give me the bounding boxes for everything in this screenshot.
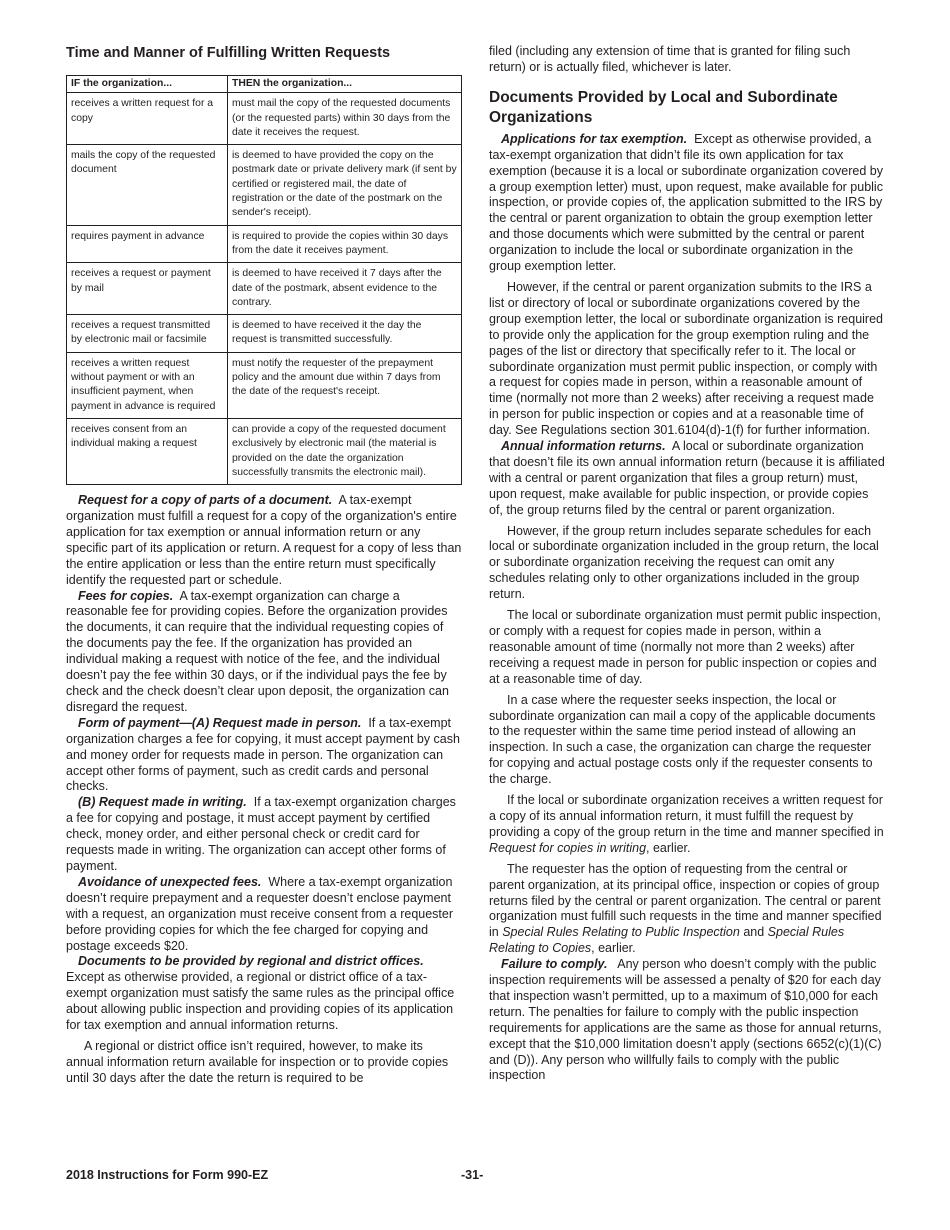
table-header-if: IF the organization... [67,76,228,93]
table-cell-if: receives a request transmitted by electronic mail or facsimile [67,315,228,353]
table-cell-then: is required to provide the copies within 30 days from the date it receives payment. [228,225,462,263]
cross-reference: Special Rules Relating to Public Inspection [502,925,740,940]
paragraph-text: A tax-exempt organization can charge a reasonable fee for providing copies. Before the organization provides the documents, it can require that the individual requesting copies of the documents pay the fee. If the organization has provided an individual making a request with notice of the fee, and the individual doesn’t pay the fee within 30 days, or if the individual pays the fee by check and the check doesn’t clear upon deposit, the organization can disregard the request. [66,588,449,714]
paragraph-text: A local or subordinate organization that doesn’t file its own annual information return (because it is affiliated with a central or parent organization that files a group return) must, upon request, make available for public inspection, or provide copies of, the group returns filed by the central or parent organization. [489,439,885,517]
paragraph-text: Except as otherwise provided, a tax-exempt organization that didn’t file its own application for tax exemption (because it is a local or subordinate organization covered by a group exemption letter) must, upon request, make available for public inspection, or provide copies of, the application submitted to the IRS by the central or parent organization to obtain the group exemption letter and those documents which were submitted by the central or parent organization to include the local or subordinate organization in the group exemption letter. [489,131,883,274]
page-number: -31- [461,1168,484,1182]
table-cell-then: is deemed to have received it the day the request is transmitted successfully. [228,315,462,353]
table-cell-then: can provide a copy of the requested document exclusively by electronic mail (the material is provided on the date the organization successfully transmits the electronic mail). [228,418,462,484]
paragraph-mail-copy: In a case where the requester seeks inspection, the local or subordinate organization can mail a copy of the applicable documents to the requester within the same time period instead of allowing an inspection. In such a case, the organization can charge the requester for copying and actual postage costs only if the requester consents to the charge. [489,692,876,787]
paragraph-text: , earlier. [591,941,636,956]
paragraph-lead: Failure to comply. [501,957,608,972]
section-heading-local-subordinate: Documents Provided by Local and Subordinate Organizations [489,88,838,126]
paragraph-continuation: filed (including any extension of time that is granted for filing such return) or is actually filed, whichever is later. [489,44,851,74]
paragraph-lead: Form of payment—(A) Request made in person. [78,715,362,730]
paragraph-annual-returns [489,439,885,519]
paragraph-lead: (B) Request made in writing. [78,795,247,810]
fulfillment-table [66,75,462,485]
cross-reference: Request for copies in writing [489,840,647,855]
table-row [67,93,462,145]
section-title-written-requests: Time and Manner of Fulfilling Written Requests [66,45,391,61]
table-header-row [67,76,462,93]
table-cell-if: mails the copy of the requested document [67,145,228,225]
paragraph-lead: Avoidance of unexpected fees. [78,874,262,889]
table-cell-then: is deemed to have received it 7 days after the date of the postmark, absent evidence to the contrary. [228,263,462,315]
paragraph-text: Where a tax-exempt organization doesn’t require prepayment and a requester doesn’t enclose payment with a request, an organization must receive consent from a requester before providing copies for which the fee charged for copying and postage exceeds $20. [66,874,454,953]
footer-form-title: 2018 Instructions for Form 990-EZ [66,1168,269,1182]
paragraph-regional-closing: A regional or district office isn’t required, however, to make its annual information return available for inspection or to provide copies until 30 days after the date the return is required to be [66,1038,449,1085]
paragraph-fees-for-copies [66,589,462,716]
table-header-then: THEN the organization... [228,76,462,93]
paragraph-text: The requester has the option of requesting from the central or parent organization, at its principal office, inspection or copies of group returns filed by the central or parent organization. The central or parent organization must fulfill such requests in the time and manner specified in [489,861,882,940]
table-cell-then: must notify the requester of the prepayment policy and the amount due within 7 days from the date of the request's receipt. [228,352,462,418]
paragraph-unexpected-fees [66,875,462,955]
paragraph-request-parts [66,493,462,588]
paragraph-text: , earlier. [646,840,691,855]
paragraph-however-directory: However, if the central or parent organization submits to the IRS a list or directory of local or subordinate organizations covered by the group exemption letter, the local or subordinate organization is required to provide only the application for the group exemption ruling and the pages of the list or directory that specifically refer to it. The local or subordinate organization must permit public inspection, or comply with a request for copies made in person, within a reasonable amount of time (normally not more than 2 weeks) after receiving a request made in person for public inspection or copies and at a reasonable time of day. See Regulations section 301.6104(d)-1(f) for further information. [489,279,883,438]
table-row [67,352,462,418]
table-cell-if: receives a written request without payment or with an insufficient payment, when payment in advance is required [67,352,228,418]
table-row [67,145,462,225]
cross-reference: Special Rules Relating to Copies [489,925,845,956]
table-cell-if: receives a written request for a copy [67,93,228,145]
table-row [67,418,462,484]
paragraph-text: If a tax-exempt organization charges a fee for copying, it must accept payment by cash and money order for requests made in person. The organization can accept other forms of payment, such as credit cards and personal checks. [66,715,460,794]
table-cell-if: requires payment in advance [67,225,228,263]
paragraph-text: Except as otherwise provided, a regional or district office of a tax-exempt organization must satisfy the same rules as the principal office about allowing public inspection and providing copies of its application for tax exemption and annual information returns. [66,970,455,1033]
table-cell-then: is deemed to have provided the copy on the postmark date or private delivery mark (if sent by certified or registered mail, the date of registration or the date of the postmark on the sender's receipt). [228,145,462,225]
table-cell-if: receives a request or payment by mail [67,263,228,315]
paragraph-text: A tax-exempt organization must fulfill a request for a copy of the organization's entire application for tax exemption or annual information return or any specific part of its application or return. A request for a copy of less than the entire application or less than the entire return must specifically identify the requested part or schedule. [66,493,462,587]
paragraph-text: If the local or subordinate organization receives a written request for a copy of its annual information return, it must fulfill the request by providing a copy of the group return in the time and manner specified in [489,793,884,839]
paragraph-requester-option [489,862,885,957]
table-row [67,315,462,353]
paragraph-written-request [489,793,885,857]
table-row [67,263,462,315]
paragraph-lead: Request for a copy of parts of a document. [78,493,333,508]
paragraph-however-schedules: However, if the group return includes separate schedules for each local or subordinate organization included in the group return, the local or subordinate organization receiving the request can omit any schedules relating only to other organizations included in the group return. [489,523,879,602]
table-row [67,225,462,263]
paragraph-lead: Fees for copies. [78,588,174,603]
paragraph-applications [489,132,885,275]
table-cell-if: receives consent from an individual making a request [67,418,228,484]
paragraph-lead: Documents to be provided by regional and district offices. [78,954,424,969]
paragraph-payment-in-person [66,716,462,796]
paragraph-lead: Applications for tax exemption. [501,131,688,146]
paragraph-regional-offices [66,954,462,1034]
paragraph-text: If a tax-exempt organization charges a fee for copying and postage, it must accept payment by certified check, money order, and either personal check or credit card for requests made in writing. The organization can accept other forms of payment. [66,795,456,873]
paragraph-text: and [739,925,768,940]
paragraph-payment-in-writing [66,795,462,875]
paragraph-permit-inspection: The local or subordinate organization must permit public inspection, or comply with a request for copies made in person, within a reasonable amount of time (normally not more than 2 weeks) after receiving a request made in person for public inspection or copies and at a reasonable time of day. [489,608,881,686]
paragraph-lead: Annual information returns. [501,439,666,454]
paragraph-text: Any person who doesn’t comply with the public inspection requirements will be assessed a penalty of $20 for each day that inspection wasn’t permitted, up to a maximum of $10,000 for each return. The penalties for failure to comply with the public inspection requirements for applications are the same as those for annual returns, except that the $10,000 limitation doesn’t apply (sections 6652(c)(1)(C) and (D)). Any person who willfully fails to comply with the public inspection [489,957,882,1083]
right-column [489,44,885,1084]
paragraph-failure-to-comply [489,957,885,1084]
left-column [66,40,462,1087]
table-cell-then: must mail the copy of the requested documents (or the requested parts) within 30 days from the date it receives the request. [228,93,462,145]
